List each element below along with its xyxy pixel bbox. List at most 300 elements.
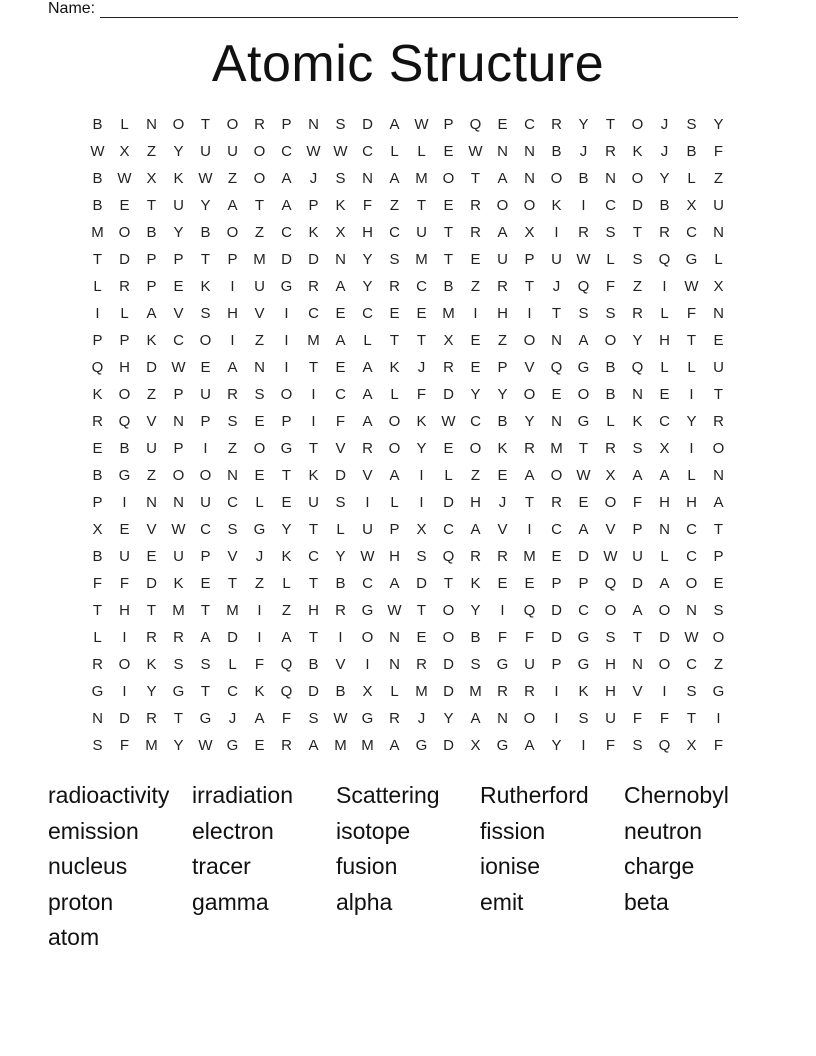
grid-letter[interactable]: S <box>578 305 589 322</box>
grid-letter[interactable]: J <box>579 143 588 160</box>
grid-letter[interactable]: T <box>200 683 211 700</box>
grid-letter[interactable]: A <box>335 332 346 349</box>
grid-letter[interactable]: N <box>362 170 373 187</box>
grid-letter[interactable]: U <box>173 197 184 214</box>
grid-letter[interactable]: T <box>389 332 400 349</box>
grid-letter[interactable]: I <box>419 467 424 484</box>
grid-letter[interactable]: P <box>92 332 103 349</box>
grid-letter[interactable]: K <box>389 359 400 376</box>
grid-letter[interactable]: U <box>200 386 211 403</box>
grid-letter[interactable]: O <box>172 116 185 133</box>
grid-letter[interactable]: Q <box>469 116 482 133</box>
grid-letter[interactable]: D <box>416 575 427 592</box>
grid-letter[interactable]: L <box>660 548 669 565</box>
grid-letter[interactable]: D <box>443 656 454 673</box>
grid-letter[interactable]: F <box>254 656 265 673</box>
grid-letter[interactable]: O <box>631 170 644 187</box>
grid-letter[interactable]: N <box>173 413 184 430</box>
grid-letter[interactable]: W <box>576 467 591 484</box>
grid-letter[interactable]: E <box>335 305 346 322</box>
grid-letter[interactable]: R <box>146 629 157 646</box>
grid-letter[interactable]: G <box>280 440 293 457</box>
grid-letter[interactable]: G <box>496 656 509 673</box>
grid-letter[interactable]: E <box>470 251 481 268</box>
grid-letter[interactable]: Q <box>631 359 644 376</box>
grid-letter[interactable]: B <box>605 386 616 403</box>
grid-letter[interactable]: D <box>308 683 319 700</box>
grid-letter[interactable]: C <box>578 602 589 619</box>
grid-letter[interactable]: R <box>146 710 157 727</box>
grid-letter[interactable]: O <box>280 386 293 403</box>
grid-letter[interactable]: F <box>335 413 346 430</box>
grid-letter[interactable]: O <box>226 224 239 241</box>
grid-letter[interactable]: R <box>281 737 292 754</box>
grid-letter[interactable]: T <box>578 440 589 457</box>
grid-letter[interactable]: A <box>632 467 643 484</box>
grid-letter[interactable]: O <box>496 197 509 214</box>
grid-letter[interactable]: J <box>417 359 426 376</box>
grid-letter[interactable]: E <box>551 386 562 403</box>
grid-letter[interactable]: O <box>604 602 617 619</box>
grid-letter[interactable]: N <box>524 143 535 160</box>
grid-letter[interactable]: K <box>146 656 157 673</box>
grid-letter[interactable]: O <box>604 332 617 349</box>
grid-letter[interactable]: H <box>362 224 373 241</box>
grid-letter[interactable]: X <box>470 737 481 754</box>
grid-letter[interactable]: S <box>578 710 589 727</box>
grid-letter[interactable]: J <box>309 170 318 187</box>
grid-letter[interactable]: D <box>119 251 130 268</box>
grid-letter[interactable]: L <box>390 494 399 511</box>
grid-letter[interactable]: B <box>578 170 589 187</box>
grid-letter[interactable]: O <box>658 656 671 673</box>
grid-letter[interactable]: A <box>389 170 400 187</box>
grid-letter[interactable]: E <box>254 413 265 430</box>
grid-letter[interactable]: C <box>686 224 697 241</box>
grid-letter[interactable]: S <box>200 656 211 673</box>
grid-letter[interactable]: R <box>416 656 427 673</box>
grid-letter[interactable]: P <box>524 251 535 268</box>
grid-letter[interactable]: M <box>469 683 482 700</box>
grid-letter[interactable]: Y <box>362 251 373 268</box>
grid-letter[interactable]: C <box>362 305 373 322</box>
grid-letter[interactable]: O <box>523 386 536 403</box>
grid-letter[interactable]: T <box>632 224 643 241</box>
grid-letter[interactable]: C <box>281 143 292 160</box>
grid-letter[interactable]: I <box>365 494 370 511</box>
grid-letter[interactable]: Y <box>713 116 724 133</box>
grid-letter[interactable]: S <box>227 413 238 430</box>
grid-letter[interactable]: K <box>92 386 103 403</box>
grid-letter[interactable]: T <box>470 170 481 187</box>
grid-letter[interactable]: I <box>662 683 667 700</box>
grid-letter[interactable]: I <box>284 305 289 322</box>
grid-letter[interactable]: U <box>524 656 535 673</box>
grid-letter[interactable]: W <box>306 143 321 160</box>
grid-letter[interactable]: T <box>308 575 319 592</box>
grid-letter[interactable]: C <box>470 413 481 430</box>
grid-letter[interactable]: N <box>173 494 184 511</box>
grid-letter[interactable]: L <box>606 413 615 430</box>
grid-letter[interactable]: F <box>632 710 643 727</box>
grid-letter[interactable]: E <box>119 521 130 538</box>
grid-letter[interactable]: T <box>443 251 454 268</box>
grid-letter[interactable]: T <box>632 629 643 646</box>
grid-letter[interactable]: W <box>414 116 429 133</box>
grid-letter[interactable]: R <box>497 683 508 700</box>
grid-letter[interactable]: Y <box>443 710 454 727</box>
grid-letter[interactable]: W <box>603 548 618 565</box>
grid-letter[interactable]: Z <box>470 278 481 295</box>
grid-letter[interactable]: Q <box>523 602 536 619</box>
grid-letter[interactable]: K <box>632 413 643 430</box>
grid-letter[interactable]: U <box>416 224 427 241</box>
grid-letter[interactable]: R <box>524 440 535 457</box>
grid-letter[interactable]: E <box>254 467 265 484</box>
grid-letter[interactable]: X <box>686 737 697 754</box>
grid-letter[interactable]: R <box>335 602 346 619</box>
grid-letter[interactable]: L <box>93 278 102 295</box>
grid-letter[interactable]: R <box>470 548 481 565</box>
grid-letter[interactable]: A <box>389 737 400 754</box>
grid-letter[interactable]: O <box>199 467 212 484</box>
grid-letter[interactable]: C <box>200 521 211 538</box>
grid-letter[interactable]: J <box>255 548 264 565</box>
grid-letter[interactable]: P <box>389 521 400 538</box>
grid-letter[interactable]: S <box>632 440 643 457</box>
grid-letter[interactable]: B <box>335 683 346 700</box>
grid-letter[interactable]: U <box>200 143 211 160</box>
grid-letter[interactable]: R <box>578 224 589 241</box>
grid-letter[interactable]: B <box>119 440 130 457</box>
grid-letter[interactable]: S <box>713 602 724 619</box>
grid-letter[interactable]: E <box>470 332 481 349</box>
grid-letter[interactable]: A <box>200 629 211 646</box>
grid-letter[interactable]: W <box>333 710 348 727</box>
grid-letter[interactable]: H <box>119 359 130 376</box>
grid-letter[interactable]: G <box>226 737 239 754</box>
grid-letter[interactable]: W <box>171 359 186 376</box>
grid-letter[interactable]: T <box>200 602 211 619</box>
grid-letter[interactable]: R <box>470 197 481 214</box>
grid-letter[interactable]: H <box>686 494 697 511</box>
grid-letter[interactable]: I <box>554 710 559 727</box>
grid-letter[interactable]: K <box>470 575 481 592</box>
grid-letter[interactable]: T <box>551 305 562 322</box>
grid-letter[interactable]: R <box>659 224 670 241</box>
grid-letter[interactable]: E <box>335 359 346 376</box>
grid-letter[interactable]: M <box>415 683 428 700</box>
grid-letter[interactable]: N <box>632 386 643 403</box>
grid-letter[interactable]: V <box>335 656 346 673</box>
grid-letter[interactable]: G <box>361 602 374 619</box>
grid-letter[interactable]: L <box>606 251 615 268</box>
grid-letter[interactable]: W <box>333 143 348 160</box>
grid-letter[interactable]: G <box>199 710 212 727</box>
grid-letter[interactable]: T <box>308 440 319 457</box>
grid-letter[interactable]: Y <box>659 170 670 187</box>
grid-letter[interactable]: T <box>443 224 454 241</box>
grid-letter[interactable]: Y <box>173 143 184 160</box>
grid-letter[interactable]: E <box>497 575 508 592</box>
grid-letter[interactable]: A <box>470 710 481 727</box>
grid-letter[interactable]: X <box>605 467 616 484</box>
grid-letter[interactable]: M <box>253 251 266 268</box>
grid-letter[interactable]: B <box>308 656 319 673</box>
grid-letter[interactable]: I <box>311 413 316 430</box>
grid-letter[interactable]: I <box>122 629 127 646</box>
grid-letter[interactable]: D <box>551 602 562 619</box>
grid-letter[interactable]: R <box>119 278 130 295</box>
grid-letter[interactable]: A <box>362 413 373 430</box>
grid-letter[interactable]: U <box>362 521 373 538</box>
grid-letter[interactable]: Z <box>713 656 724 673</box>
grid-letter[interactable]: S <box>335 494 346 511</box>
grid-letter[interactable]: I <box>230 332 235 349</box>
grid-letter[interactable]: O <box>388 440 401 457</box>
grid-letter[interactable]: P <box>281 116 292 133</box>
grid-letter[interactable]: R <box>632 305 643 322</box>
grid-letter[interactable]: D <box>632 197 643 214</box>
grid-letter[interactable]: E <box>497 116 508 133</box>
grid-letter[interactable]: T <box>416 197 427 214</box>
grid-letter[interactable]: G <box>685 251 698 268</box>
grid-letter[interactable]: A <box>362 359 373 376</box>
grid-letter[interactable]: O <box>361 629 374 646</box>
grid-letter[interactable]: C <box>227 683 238 700</box>
grid-letter[interactable]: I <box>311 386 316 403</box>
grid-letter[interactable]: F <box>713 143 724 160</box>
grid-letter[interactable]: B <box>470 629 481 646</box>
grid-letter[interactable]: V <box>362 467 373 484</box>
grid-letter[interactable]: Z <box>146 143 157 160</box>
grid-letter[interactable]: E <box>389 305 400 322</box>
grid-letter[interactable]: O <box>658 602 671 619</box>
grid-letter[interactable]: T <box>713 386 724 403</box>
grid-letter[interactable]: O <box>388 413 401 430</box>
grid-letter[interactable]: M <box>307 332 320 349</box>
grid-letter[interactable]: I <box>122 683 127 700</box>
grid-letter[interactable]: E <box>200 575 211 592</box>
grid-letter[interactable]: D <box>578 548 589 565</box>
grid-letter[interactable]: U <box>713 359 724 376</box>
grid-letter[interactable]: U <box>308 494 319 511</box>
grid-letter[interactable]: A <box>632 602 643 619</box>
grid-letter[interactable]: U <box>497 251 508 268</box>
grid-letter[interactable]: B <box>92 548 103 565</box>
grid-letter[interactable]: K <box>578 683 589 700</box>
grid-letter[interactable]: I <box>203 440 208 457</box>
grid-letter[interactable]: T <box>713 521 724 538</box>
grid-letter[interactable]: O <box>442 602 455 619</box>
grid-letter[interactable]: T <box>92 602 103 619</box>
grid-letter[interactable]: A <box>308 737 319 754</box>
grid-letter[interactable]: I <box>527 305 532 322</box>
grid-letter[interactable]: H <box>227 305 238 322</box>
grid-letter[interactable]: A <box>497 224 508 241</box>
grid-letter[interactable]: U <box>227 143 238 160</box>
grid-letter[interactable]: D <box>362 116 373 133</box>
grid-letter[interactable]: R <box>605 440 616 457</box>
grid-letter[interactable]: S <box>308 710 319 727</box>
grid-letter[interactable]: B <box>497 413 508 430</box>
grid-letter[interactable]: I <box>554 224 559 241</box>
grid-letter[interactable]: S <box>335 170 346 187</box>
grid-letter[interactable]: N <box>713 467 724 484</box>
grid-letter[interactable]: N <box>686 602 697 619</box>
grid-letter[interactable]: D <box>146 359 157 376</box>
grid-letter[interactable]: D <box>443 737 454 754</box>
grid-letter[interactable]: W <box>684 278 699 295</box>
grid-letter[interactable]: A <box>254 710 265 727</box>
grid-letter[interactable]: N <box>146 494 157 511</box>
grid-letter[interactable]: Q <box>280 656 293 673</box>
grid-letter[interactable]: T <box>524 278 535 295</box>
grid-letter[interactable]: X <box>146 170 157 187</box>
grid-letter[interactable]: I <box>257 629 262 646</box>
grid-letter[interactable]: P <box>281 413 292 430</box>
grid-letter[interactable]: W <box>117 170 132 187</box>
grid-letter[interactable]: A <box>524 737 535 754</box>
grid-letter[interactable]: X <box>659 440 670 457</box>
grid-letter[interactable]: A <box>227 359 238 376</box>
grid-letter[interactable]: P <box>200 548 211 565</box>
grid-letter[interactable]: X <box>713 278 724 295</box>
grid-letter[interactable]: O <box>253 440 266 457</box>
grid-letter[interactable]: Z <box>389 197 400 214</box>
grid-letter[interactable]: O <box>550 170 563 187</box>
grid-letter[interactable]: P <box>173 386 184 403</box>
grid-letter[interactable]: F <box>362 197 373 214</box>
grid-letter[interactable]: Z <box>254 332 265 349</box>
grid-letter[interactable]: T <box>605 116 616 133</box>
grid-letter[interactable]: Y <box>470 386 481 403</box>
grid-letter[interactable]: G <box>712 683 725 700</box>
grid-letter[interactable]: B <box>92 467 103 484</box>
grid-letter[interactable]: C <box>551 521 562 538</box>
grid-letter[interactable]: N <box>146 116 157 133</box>
grid-letter[interactable]: C <box>686 548 697 565</box>
grid-letter[interactable]: J <box>498 494 507 511</box>
grid-letter[interactable]: B <box>551 143 562 160</box>
grid-letter[interactable]: X <box>443 332 454 349</box>
grid-letter[interactable]: R <box>713 413 724 430</box>
grid-letter[interactable]: Y <box>551 737 562 754</box>
grid-letter[interactable]: T <box>227 575 238 592</box>
name-field[interactable] <box>48 0 738 18</box>
grid-letter[interactable]: G <box>415 737 428 754</box>
grid-letter[interactable]: Q <box>280 683 293 700</box>
grid-letter[interactable]: L <box>228 656 237 673</box>
grid-letter[interactable]: B <box>146 224 157 241</box>
grid-letter[interactable]: P <box>227 251 238 268</box>
grid-letter[interactable]: I <box>716 710 721 727</box>
grid-letter[interactable]: O <box>253 170 266 187</box>
grid-letter[interactable]: S <box>632 251 643 268</box>
grid-letter[interactable]: Q <box>658 251 671 268</box>
grid-letter[interactable]: K <box>308 467 319 484</box>
grid-letter[interactable]: C <box>605 197 616 214</box>
grid-letter[interactable]: D <box>659 629 670 646</box>
grid-letter[interactable]: P <box>713 548 724 565</box>
grid-letter[interactable]: R <box>389 710 400 727</box>
grid-letter[interactable]: Z <box>227 440 238 457</box>
grid-letter[interactable]: K <box>200 278 211 295</box>
grid-letter[interactable]: P <box>308 197 319 214</box>
grid-letter[interactable]: Z <box>254 575 265 592</box>
grid-letter[interactable]: I <box>527 521 532 538</box>
grid-letter[interactable]: U <box>146 440 157 457</box>
grid-letter[interactable]: P <box>173 251 184 268</box>
grid-letter[interactable]: E <box>659 386 670 403</box>
grid-letter[interactable]: Y <box>281 521 292 538</box>
grid-letter[interactable]: F <box>92 575 103 592</box>
grid-letter[interactable]: Z <box>632 278 643 295</box>
grid-letter[interactable]: L <box>390 386 399 403</box>
grid-letter[interactable]: S <box>470 656 481 673</box>
grid-letter[interactable]: R <box>92 656 103 673</box>
grid-letter[interactable]: S <box>605 629 616 646</box>
grid-letter[interactable]: O <box>253 143 266 160</box>
grid-letter[interactable]: W <box>441 413 456 430</box>
grid-letter[interactable]: I <box>338 629 343 646</box>
grid-letter[interactable]: M <box>226 602 239 619</box>
grid-letter[interactable]: E <box>146 548 157 565</box>
grid-letter[interactable]: L <box>417 143 426 160</box>
grid-letter[interactable]: T <box>146 602 157 619</box>
grid-letter[interactable]: A <box>389 575 400 592</box>
grid-letter[interactable]: G <box>496 737 509 754</box>
grid-letter[interactable]: X <box>524 224 535 241</box>
grid-letter[interactable]: J <box>417 710 426 727</box>
grid-letter[interactable]: S <box>605 305 616 322</box>
grid-letter[interactable]: O <box>118 656 131 673</box>
grid-letter[interactable]: O <box>604 494 617 511</box>
grid-letter[interactable]: I <box>284 332 289 349</box>
grid-letter[interactable]: E <box>443 143 454 160</box>
grid-letter[interactable]: S <box>335 116 346 133</box>
grid-letter[interactable]: L <box>390 683 399 700</box>
grid-letter[interactable]: E <box>713 575 724 592</box>
grid-letter[interactable]: C <box>443 521 454 538</box>
grid-letter[interactable]: I <box>257 602 262 619</box>
grid-letter[interactable]: K <box>497 440 508 457</box>
name-underline[interactable] <box>100 3 738 18</box>
grid-letter[interactable]: U <box>605 710 616 727</box>
grid-letter[interactable]: T <box>254 197 265 214</box>
grid-letter[interactable]: A <box>389 116 400 133</box>
grid-letter[interactable]: T <box>686 332 697 349</box>
grid-letter[interactable]: A <box>227 197 238 214</box>
grid-letter[interactable]: V <box>524 359 535 376</box>
grid-letter[interactable]: B <box>686 143 697 160</box>
grid-letter[interactable]: H <box>605 656 616 673</box>
grid-letter[interactable]: R <box>227 386 238 403</box>
grid-letter[interactable]: Y <box>416 440 427 457</box>
grid-letter[interactable]: C <box>173 332 184 349</box>
grid-letter[interactable]: N <box>389 656 400 673</box>
grid-letter[interactable]: P <box>551 575 562 592</box>
grid-letter[interactable]: S <box>605 224 616 241</box>
grid-letter[interactable]: Q <box>442 548 455 565</box>
grid-letter[interactable]: J <box>660 116 669 133</box>
grid-letter[interactable]: Z <box>146 467 157 484</box>
grid-letter[interactable]: R <box>173 629 184 646</box>
grid-letter[interactable]: L <box>120 305 129 322</box>
grid-letter[interactable]: C <box>389 224 400 241</box>
grid-letter[interactable]: W <box>576 251 591 268</box>
grid-letter[interactable]: T <box>281 467 292 484</box>
